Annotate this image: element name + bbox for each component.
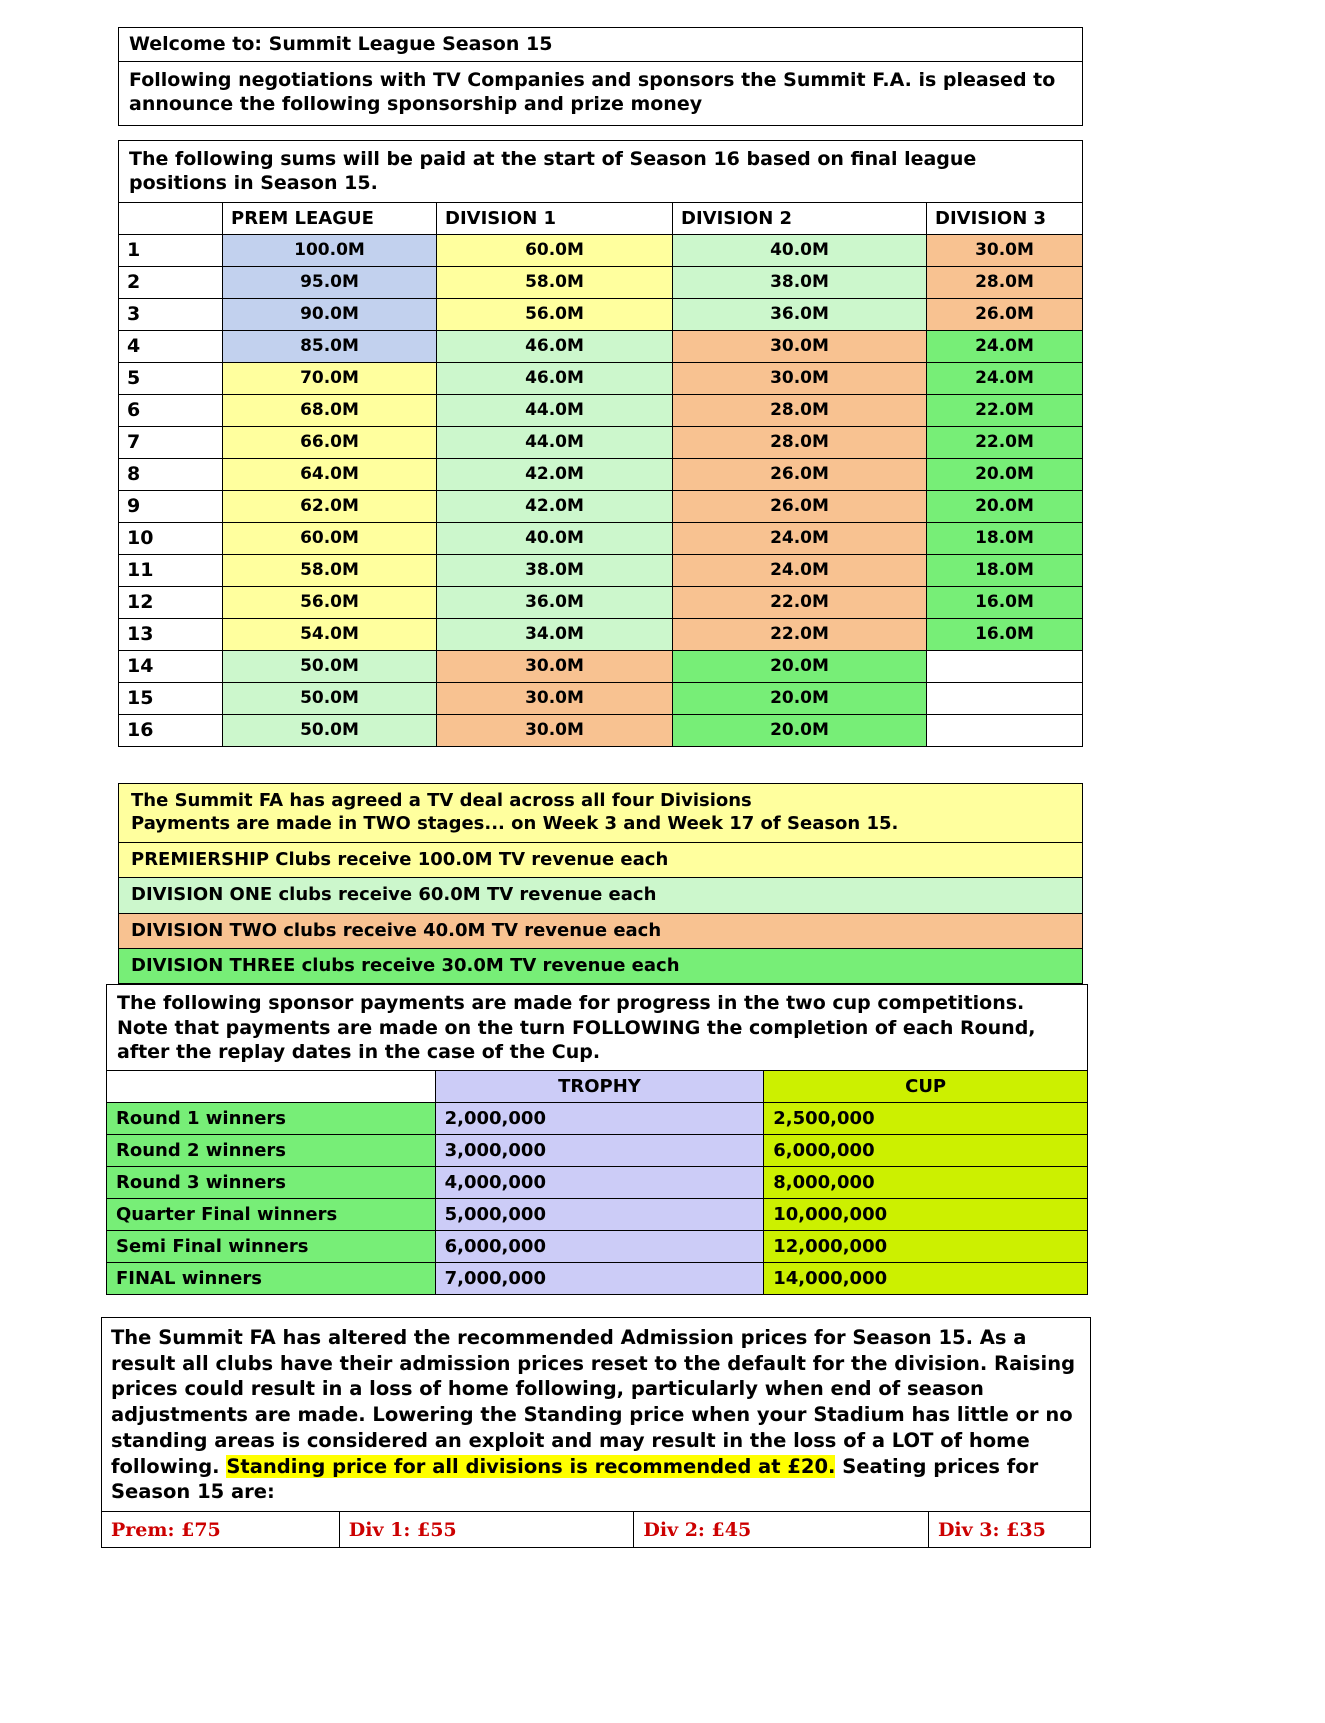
welcome-title: Welcome to: Summit League Season 15 [119, 28, 1082, 62]
cup-stage-label: Quarter Final winners [107, 1199, 435, 1231]
prize-amount-d3: 20.0M [927, 458, 1083, 490]
prize-position: 11 [119, 554, 223, 586]
admission-highlight: Standing price for all divisions is recommended at £20. [226, 1454, 836, 1478]
prize-column-header: DIVISION 3 [927, 202, 1083, 234]
prize-amount-d3: 24.0M [927, 362, 1083, 394]
prize-amount-prem: 54.0M [223, 618, 437, 650]
welcome-box [118, 27, 1083, 126]
admission-text-part2: Seating prices for Season 15 are: [111, 1454, 1039, 1504]
prize-amount-d3: 16.0M [927, 586, 1083, 618]
welcome-subtitle: Following negotiations with TV Companies and sponsors the Summit F.A. is pleased to announce the following sponsorship and prize money [129, 69, 1056, 116]
cup-cup-amount: 8,000,000 [764, 1167, 1087, 1199]
cup-payments-section [106, 984, 1088, 1295]
prize-amount-d3: 20.0M [927, 490, 1083, 522]
prize-position: 12 [119, 586, 223, 618]
prize-position: 6 [119, 394, 223, 426]
prize-amount-prem: 50.0M [223, 650, 437, 682]
prize-amount-d1: 42.0M [437, 458, 673, 490]
prize-amount-prem: 50.0M [223, 682, 437, 714]
prize-column-header [119, 202, 223, 234]
prize-amount-d2: 22.0M [673, 586, 927, 618]
cup-stage-label: Semi Final winners [107, 1231, 435, 1263]
table-row [102, 1512, 1090, 1548]
table-row [107, 1199, 1087, 1231]
prize-amount-prem: 95.0M [223, 266, 437, 298]
table-row [119, 330, 1082, 362]
prize-amount-d3: 18.0M [927, 522, 1083, 554]
admission-text [102, 1318, 1090, 1511]
cup-trophy-amount: 7,000,000 [435, 1263, 764, 1295]
prize-amount-d1: 30.0M [437, 714, 673, 746]
prize-amount-d2: 26.0M [673, 458, 927, 490]
prize-position: 3 [119, 298, 223, 330]
prize-position: 9 [119, 490, 223, 522]
table-row [119, 426, 1082, 458]
cup-trophy-amount: 3,000,000 [435, 1135, 764, 1167]
cup-intro-text: The following sponsor payments are made for progress in the two cup competitions. Note that payments are made on the turn FOLLOWING the completion of each Round, after the replay dates in the case of the Cup. [117, 992, 1036, 1064]
prize-amount-prem: 60.0M [223, 522, 437, 554]
prize-position: 1 [119, 234, 223, 266]
prize-amount-prem: 70.0M [223, 362, 437, 394]
prize-column-header: DIVISION 2 [673, 202, 927, 234]
prize-amount-d3: 22.0M [927, 426, 1083, 458]
admission-text-part1: The Summit FA has altered the recommended Admission prices for Season 15. As a result all clubs have their admission prices reset to the default for the division. Raising prices could result in a loss of home following, particularly when end of season adjustments are made. Lowering the Standing price when your Stadium has little or no standing areas is considered an exploit and may result in the loss of a LOT of home following. [111, 1326, 1076, 1478]
prize-amount-d1: 56.0M [437, 298, 673, 330]
cup-cup-amount: 14,000,000 [764, 1263, 1087, 1295]
prize-amount-d1: 44.0M [437, 394, 673, 426]
prize-position: 4 [119, 330, 223, 362]
prize-amount-d2: 26.0M [673, 490, 927, 522]
table-row [119, 458, 1082, 490]
prize-amount-d2: 24.0M [673, 522, 927, 554]
tv-deal-line2: Payments are made in TWO stages... on Week 3 and Week 17 of Season 15. [131, 813, 899, 835]
admission-prices-table [102, 1511, 1090, 1547]
prize-amount-prem: 56.0M [223, 586, 437, 618]
cup-stage-label: FINAL winners [107, 1263, 435, 1295]
table-row [119, 554, 1082, 586]
prize-amount-d2: 28.0M [673, 426, 927, 458]
table-row [119, 266, 1082, 298]
tv-deal-section [118, 783, 1083, 984]
cup-stage-label: Round 2 winners [107, 1135, 435, 1167]
prize-amount-prem: 85.0M [223, 330, 437, 362]
table-row [119, 298, 1082, 330]
prize-money-table [119, 202, 1082, 746]
prize-amount-d1: 46.0M [437, 362, 673, 394]
tv-deal-line1: The Summit FA has agreed a TV deal across all four Divisions [131, 790, 752, 811]
prize-position: 16 [119, 714, 223, 746]
price-prem: Prem: £75 [111, 1518, 221, 1541]
price-div1: Div 1: £55 [339, 1512, 634, 1548]
cup-column-header: CUP [764, 1071, 1087, 1103]
cup-cup-amount: 2,500,000 [764, 1103, 1087, 1135]
prize-amount-d1: 60.0M [437, 234, 673, 266]
prize-amount-d2: 30.0M [673, 330, 927, 362]
prize-amount-d2: 20.0M [673, 682, 927, 714]
prize-amount-d3: 30.0M [927, 234, 1083, 266]
cup-cup-amount: 10,000,000 [764, 1199, 1087, 1231]
tv-div2-row: DIVISION TWO clubs receive 40.0M TV revenue each [119, 914, 1082, 949]
table-row [119, 490, 1082, 522]
prize-amount-d1: 30.0M [437, 650, 673, 682]
prize-amount-d2: 38.0M [673, 266, 927, 298]
prize-amount-d2: 20.0M [673, 714, 927, 746]
prize-amount-prem: 68.0M [223, 394, 437, 426]
prize-intro-text: The following sums will be paid at the start of Season 16 based on final league positions in Season 15. [129, 148, 977, 195]
prize-position: 14 [119, 650, 223, 682]
cup-cup-amount: 12,000,000 [764, 1231, 1087, 1263]
prize-amount-d3: 16.0M [927, 618, 1083, 650]
table-row [107, 1231, 1087, 1263]
table-row [107, 1103, 1087, 1135]
table-row [119, 618, 1082, 650]
prize-table-header-row [119, 202, 1082, 234]
tv-prem-row: PREMIERSHIP Clubs receive 100.0M TV revenue each [119, 843, 1082, 878]
table-row [119, 234, 1082, 266]
prize-amount-d2: 28.0M [673, 394, 927, 426]
table-row [107, 1135, 1087, 1167]
prize-amount-d3: 24.0M [927, 330, 1083, 362]
prize-amount-d2: 36.0M [673, 298, 927, 330]
prize-amount-d1: 42.0M [437, 490, 673, 522]
prize-amount-d1: 36.0M [437, 586, 673, 618]
table-row [107, 1167, 1087, 1199]
cup-table-header-row [107, 1071, 1087, 1103]
cup-stage-label: Round 3 winners [107, 1167, 435, 1199]
tv-div1-row: DIVISION ONE clubs receive 60.0M TV revenue each [119, 878, 1082, 913]
prize-amount-d3: 18.0M [927, 554, 1083, 586]
prize-amount-d1: 40.0M [437, 522, 673, 554]
cup-stage-label: Round 1 winners [107, 1103, 435, 1135]
prize-amount-d1: 34.0M [437, 618, 673, 650]
prize-amount-prem: 62.0M [223, 490, 437, 522]
table-row [119, 650, 1082, 682]
prize-amount-prem: 58.0M [223, 554, 437, 586]
prize-position: 5 [119, 362, 223, 394]
table-row [107, 1263, 1087, 1295]
table-row [119, 394, 1082, 426]
prize-column-header: PREM LEAGUE [223, 202, 437, 234]
prize-amount-d1: 44.0M [437, 426, 673, 458]
prize-position: 10 [119, 522, 223, 554]
prize-amount-d3: 22.0M [927, 394, 1083, 426]
prize-amount-prem: 50.0M [223, 714, 437, 746]
table-row [119, 682, 1082, 714]
prize-money-section [118, 140, 1083, 747]
prize-amount-d1: 58.0M [437, 266, 673, 298]
prize-amount-d3 [927, 650, 1083, 682]
prize-amount-d2: 22.0M [673, 618, 927, 650]
prize-position: 13 [119, 618, 223, 650]
cup-trophy-amount: 2,000,000 [435, 1103, 764, 1135]
table-row [119, 362, 1082, 394]
cup-trophy-amount: 4,000,000 [435, 1167, 764, 1199]
prize-position: 8 [119, 458, 223, 490]
table-row [119, 522, 1082, 554]
tv-div3-row: DIVISION THREE clubs receive 30.0M TV revenue each [119, 949, 1082, 983]
prize-amount-prem: 64.0M [223, 458, 437, 490]
tv-deal-header [119, 784, 1082, 843]
prize-amount-prem: 66.0M [223, 426, 437, 458]
cup-trophy-amount: 6,000,000 [435, 1231, 764, 1263]
prize-amount-d2: 40.0M [673, 234, 927, 266]
cup-column-header [107, 1071, 435, 1103]
prize-amount-d1: 30.0M [437, 682, 673, 714]
prize-position: 2 [119, 266, 223, 298]
cup-cup-amount: 6,000,000 [764, 1135, 1087, 1167]
prize-amount-d3: 26.0M [927, 298, 1083, 330]
cup-trophy-amount: 5,000,000 [435, 1199, 764, 1231]
prize-position: 7 [119, 426, 223, 458]
prize-amount-prem: 100.0M [223, 234, 437, 266]
price-div2: Div 2: £45 [634, 1512, 929, 1548]
prize-position: 15 [119, 682, 223, 714]
prize-amount-d3 [927, 714, 1083, 746]
admission-prices-section [101, 1317, 1091, 1548]
table-row [119, 586, 1082, 618]
prize-column-header: DIVISION 1 [437, 202, 673, 234]
table-row [119, 714, 1082, 746]
prize-amount-d3 [927, 682, 1083, 714]
cup-column-header: TROPHY [435, 1071, 764, 1103]
prize-amount-d2: 20.0M [673, 650, 927, 682]
prize-amount-prem: 90.0M [223, 298, 437, 330]
prize-amount-d2: 30.0M [673, 362, 927, 394]
price-div3: Div 3: £35 [928, 1512, 1090, 1548]
prize-amount-d1: 46.0M [437, 330, 673, 362]
prize-amount-d1: 38.0M [437, 554, 673, 586]
cup-payments-table [107, 1070, 1087, 1294]
prize-amount-d2: 24.0M [673, 554, 927, 586]
prize-amount-d3: 28.0M [927, 266, 1083, 298]
